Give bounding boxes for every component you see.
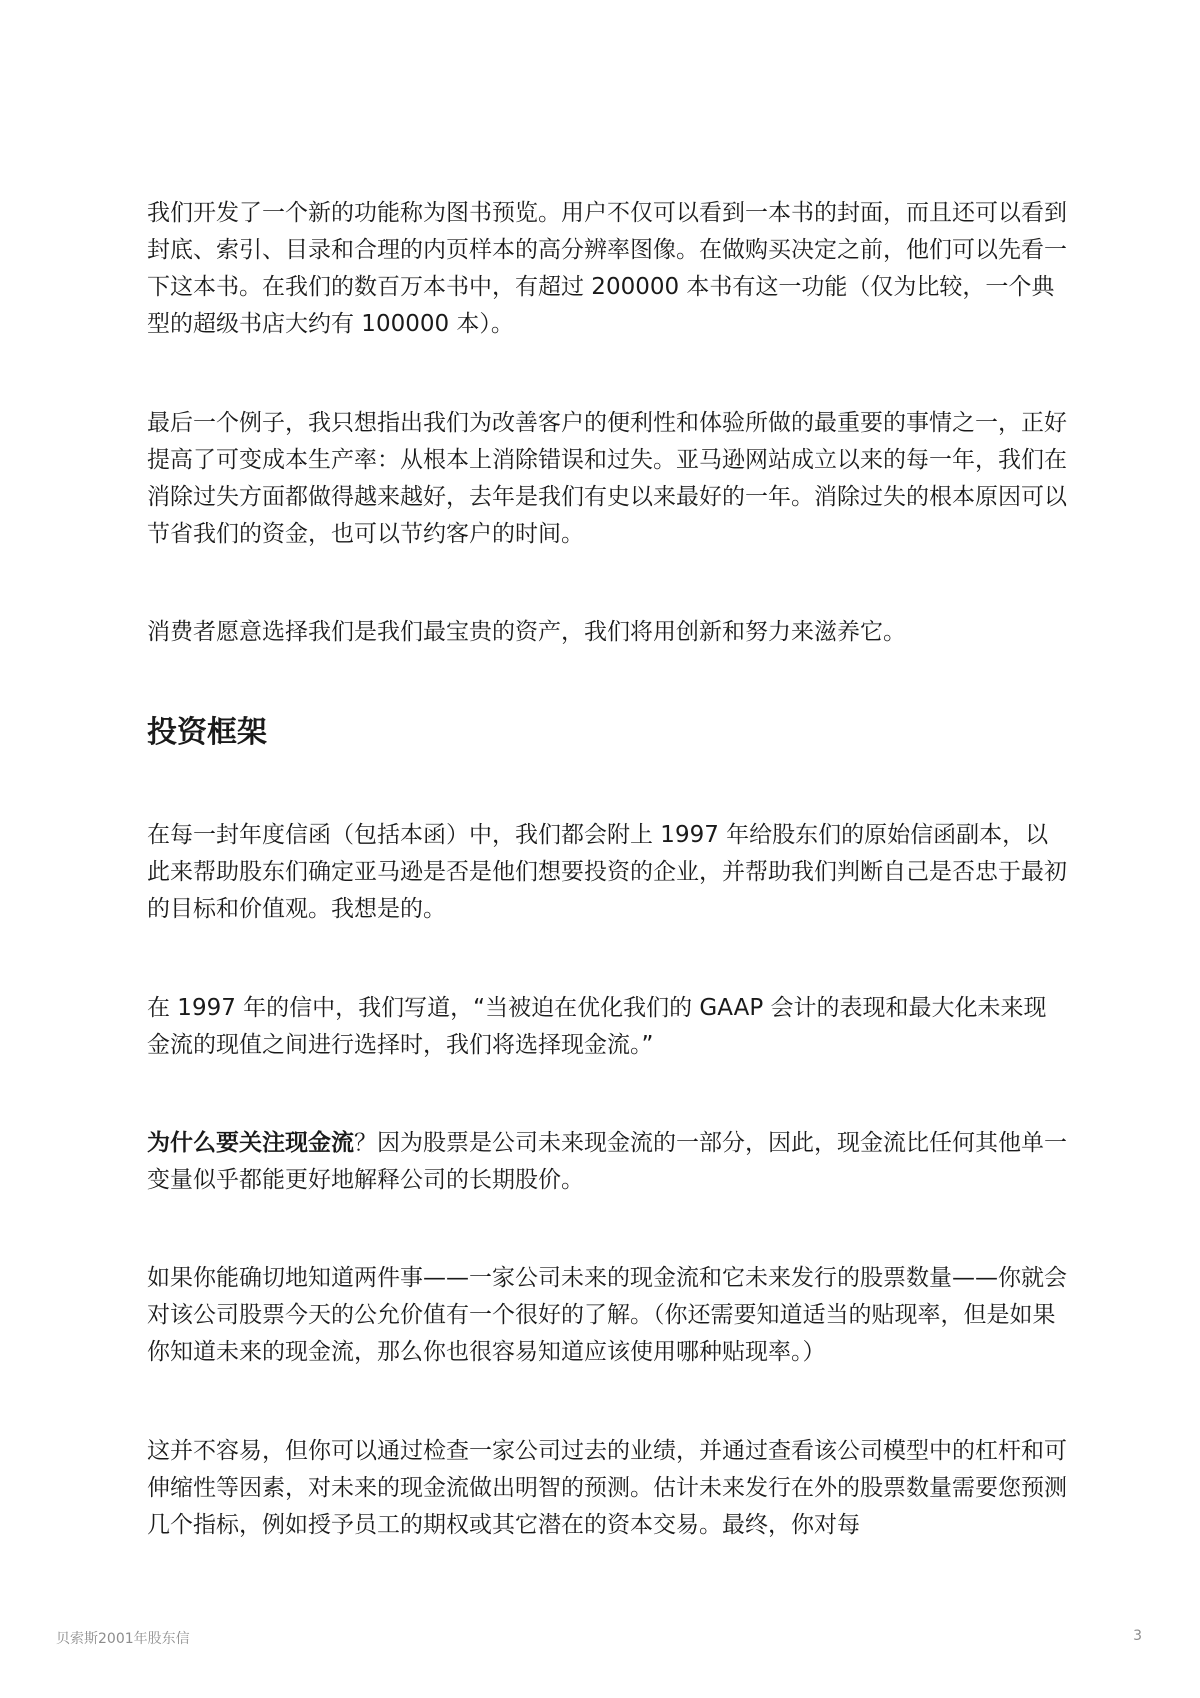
paragraph-not-easy: 这并不容易，但你可以通过检查一家公司过去的业绩，并通过查看该公司模型中的杠杆和可伸缩性等因素，对未来的现金流做出明智的预测。估计未来发行在外的股票数量需要您预测几个指标，例如授予员工的期权或其它潜在的资本交易。最终，你对每: [147, 1438, 1067, 1538]
paragraph-1997-quote: 在 1997 年的信中，我们写道，“当被迫在优化我们的 GAAP 会计的表现和最大化未来现金流的现值之间进行选择时，我们将选择现金流。”: [147, 995, 1047, 1058]
document-body: [147, 195, 1067, 1544]
paragraph-why-cash-flow: [147, 1125, 1067, 1199]
paragraph-two-things: 如果你能确切地知道两件事——一家公司未来的现金流和它未来发行的股票数量——你就会对该公司股票今天的公允价值有一个很好的了解。（你还需要知道适当的贴现率，但是如果你知道未来的现金流，那么你也很容易知道应该使用哪种贴现率。）: [147, 1265, 1067, 1365]
section-heading-investment-framework: 投资框架: [147, 715, 267, 750]
paragraph-original-letter: 在每一封年度信函（包括本函）中，我们都会附上 1997 年给股东们的原始信函副本，以此来帮助股东们确定亚马逊是否是他们想要投资的企业，并帮助我们判断自己是否忠于最初的目标和价值观。我想是的。: [147, 822, 1067, 922]
paragraph-book-preview: 我们开发了一个新的功能称为图书预览。用户不仅可以看到一本书的封面，而且还可以看到封底、索引、目录和合理的内页样本的高分辨率图像。在做购买决定之前，他们可以先看一下这本书。在我们的数百万本书中，有超过 200000 本书有这一功能（仅为比较，一个典型的超级书店大约有 100000 本）。: [147, 200, 1067, 337]
paragraph-why-cash-flow-rest: ？因为股票是公司未来现金流的一部分，因此，现金流比任何其他单一变量似乎都能更好地解释公司的长期股价。: [147, 1130, 1067, 1193]
paragraph-eliminating-errors: 最后一个例子，我只想指出我们为改善客户的便利性和体验所做的最重要的事情之一，正好提高了可变成本生产率：从根本上消除错误和过失。亚马逊网站成立以来的每一年，我们在消除过失方面都做得越来越好，去年是我们有史以来最好的一年。消除过失的根本原因可以节省我们的资金，也可以节约客户的时间。: [147, 410, 1067, 547]
footer-document-title: 贝索斯2001年股东信: [56, 1631, 190, 1647]
footer-page-number: 3: [1133, 1628, 1142, 1644]
bold-question: 为什么要关注现金流: [147, 1130, 354, 1156]
paragraph-customer-asset: 消费者愿意选择我们是我们最宝贵的资产，我们将用创新和努力来滋养它。: [147, 619, 906, 645]
